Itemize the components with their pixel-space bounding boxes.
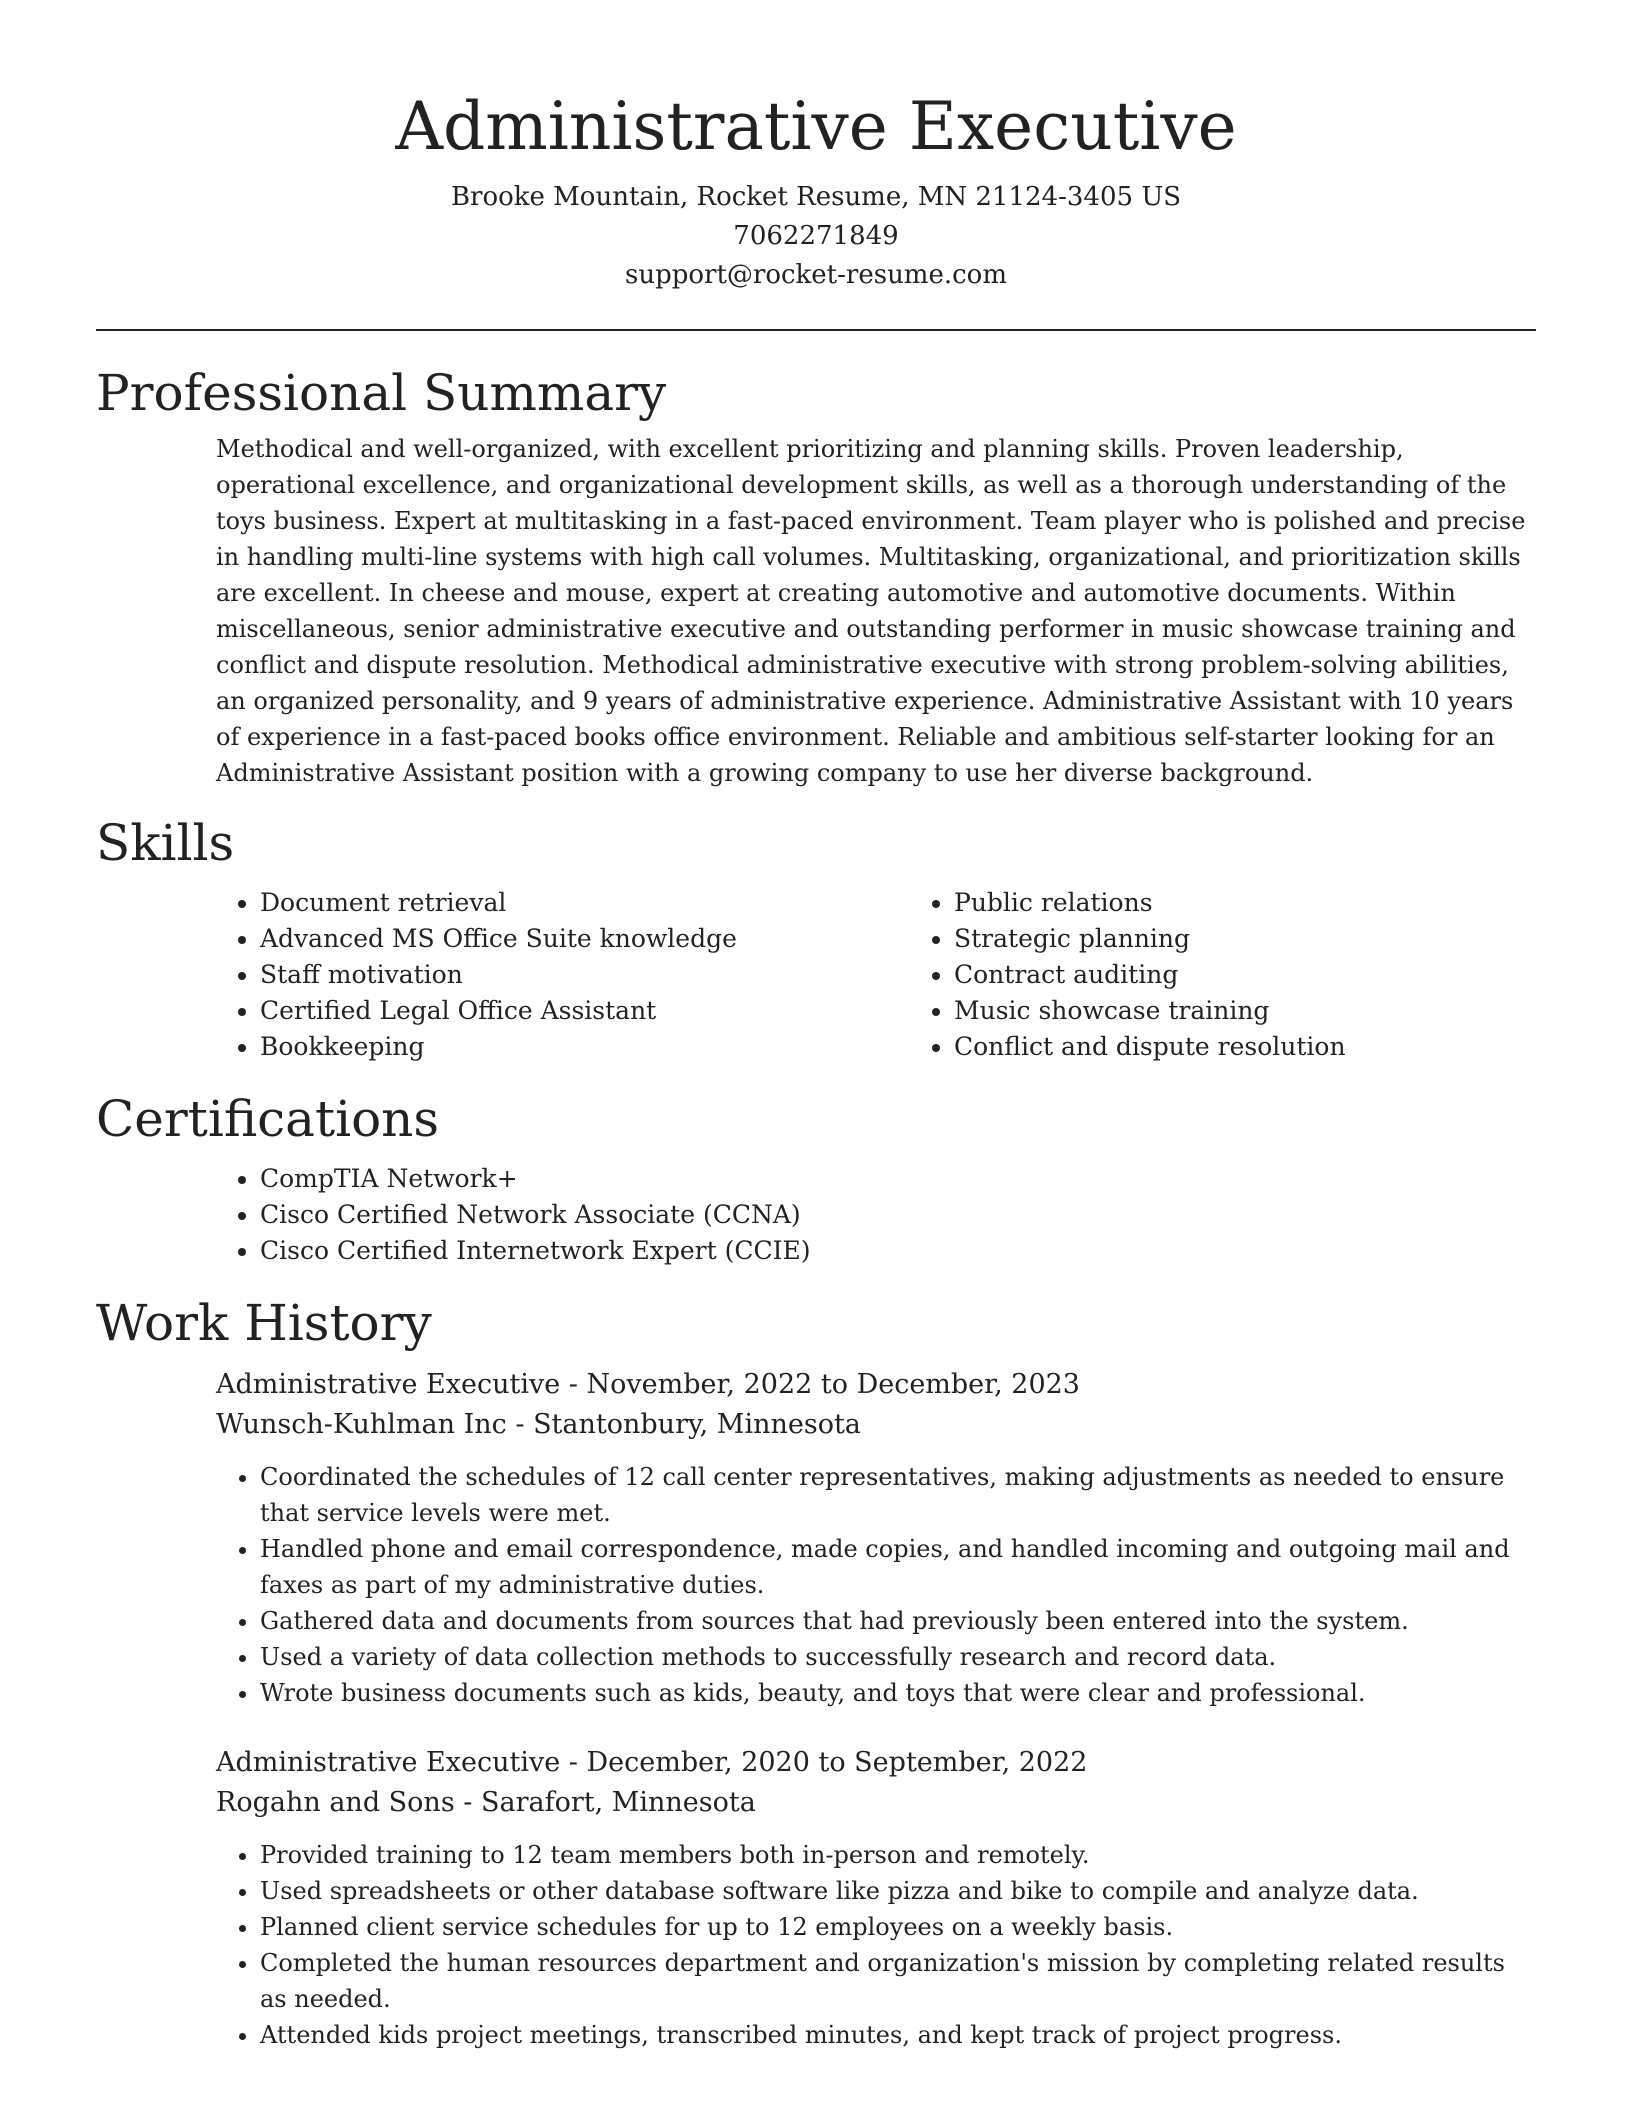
job-entry bbox=[216, 1743, 1536, 2053]
job-dates: November, 2022 to December, 2023 bbox=[586, 1369, 1080, 1400]
list-item: • Completed the human resources department and organization's mission by completing related results as needed. bbox=[260, 1945, 1536, 2017]
list-item: • Gathered data and documents from sources that had previously been entered into the system. bbox=[260, 1603, 1536, 1639]
certifications-title: Certifications bbox=[96, 1090, 440, 1148]
job-role: Administrative Executive bbox=[216, 1747, 561, 1778]
contact-info bbox=[96, 178, 1536, 295]
list-item: • Provided training to 12 team members both in-person and remotely. bbox=[260, 1837, 1536, 1873]
list-item: • Handled phone and email correspondence, made copies, and handled incoming and outgoing mail and faxes as part of my administrative duties. bbox=[260, 1531, 1536, 1603]
list-item: • Public relations bbox=[954, 885, 1604, 921]
certifications-section bbox=[96, 1087, 1536, 1269]
job-entry bbox=[216, 1365, 1536, 1711]
separator: - bbox=[454, 1787, 481, 1818]
summary-section bbox=[96, 361, 1536, 791]
address: Brooke Mountain, Rocket Resume, MN 21124-3405 US bbox=[450, 182, 1182, 212]
job-location: Stantonbury, Minnesota bbox=[533, 1409, 861, 1440]
separator: - bbox=[506, 1409, 534, 1440]
certifications-list bbox=[96, 1161, 1536, 1269]
list-item: • Used spreadsheets or other database software like pizza and bike to compile and analyze data. bbox=[260, 1873, 1536, 1909]
list-item: • Planned client service schedules for up to 12 employees on a weekly basis. bbox=[260, 1909, 1536, 1945]
job-title-line bbox=[216, 1365, 1536, 1405]
list-item: • Cisco Certified Network Associate (CCNA) bbox=[260, 1197, 1536, 1233]
job-role: Administrative Executive bbox=[216, 1369, 561, 1400]
skills-list-right bbox=[910, 885, 1604, 1065]
job-company: Rogahn and Sons bbox=[216, 1787, 455, 1818]
list-item: • Certified Legal Office Assistant bbox=[260, 993, 910, 1029]
list-item: • Wrote business documents such as kids, beauty, and toys that were clear and professional. bbox=[260, 1675, 1536, 1711]
resume-header bbox=[96, 0, 1536, 295]
phone: 7062271849 bbox=[733, 221, 899, 251]
list-item: • Conflict and dispute resolution bbox=[954, 1029, 1604, 1065]
header-divider bbox=[96, 329, 1536, 331]
list-item: • Document retrieval bbox=[260, 885, 910, 921]
skills-title: Skills bbox=[96, 814, 235, 872]
list-item: • Attended kids project meetings, transcribed minutes, and kept track of project progress. bbox=[260, 2017, 1536, 2053]
job-title-line bbox=[216, 1743, 1536, 1783]
work-history-title: Work History bbox=[96, 1294, 432, 1352]
resume-page bbox=[96, 0, 1536, 2053]
job-company: Wunsch-Kuhlman Inc bbox=[216, 1409, 507, 1440]
list-item: • Music showcase training bbox=[954, 993, 1604, 1029]
job-bullets bbox=[216, 1459, 1536, 1711]
list-item: • Contract auditing bbox=[954, 957, 1604, 993]
email: support@rocket-resume.com bbox=[624, 260, 1007, 290]
job-bullets bbox=[216, 1837, 1536, 2053]
summary-title: Professional Summary bbox=[96, 364, 667, 422]
skills-list-left bbox=[96, 885, 910, 1065]
list-item: • Staff motivation bbox=[260, 957, 910, 993]
separator: - bbox=[560, 1747, 587, 1778]
separator: - bbox=[560, 1369, 587, 1400]
list-item: • Advanced MS Office Suite knowledge bbox=[260, 921, 910, 957]
skills-columns bbox=[96, 885, 1536, 1065]
skills-section bbox=[96, 811, 1536, 1065]
job-company-line bbox=[216, 1405, 1536, 1445]
job-company-line bbox=[216, 1783, 1536, 1823]
list-item: • CompTIA Network+ bbox=[260, 1161, 1536, 1197]
list-item: • Coordinated the schedules of 12 call center representatives, making adjustments as needed to ensure that service levels were met. bbox=[260, 1459, 1536, 1531]
list-item: • Strategic planning bbox=[954, 921, 1604, 957]
list-item: • Cisco Certified Internetwork Expert (CCIE) bbox=[260, 1233, 1536, 1269]
list-item: • Bookkeeping bbox=[260, 1029, 910, 1065]
summary-text: Methodical and well-organized, with excellent prioritizing and planning skills. Proven leadership, operational excellence, and organizational development skills, as well as a thorough understanding of the toys business. Expert at multitasking in a fast-paced environment. Team player who is polished and precise in handling multi-line systems with high call volumes. Multitasking, organizational, and prioritization skills are excellent. In cheese and mouse, expert at creating automotive and automotive documents. Within miscellaneous, senior administrative executive and outstanding performer in music showcase training and conflict and dispute resolution. Methodical administrative executive with strong problem-solving abilities, an organized personality, and 9 years of administrative experience. Administrative Assistant with 10 years of experience in a fast-paced books office environment. Reliable and ambitious self-starter looking for an Administrative Assistant position with a growing company to use her diverse background. bbox=[216, 435, 1526, 787]
list-item: • Used a variety of data collection methods to successfully research and record data. bbox=[260, 1639, 1536, 1675]
candidate-name: Administrative Executive bbox=[395, 88, 1237, 165]
job-location: Sarafort, Minnesota bbox=[480, 1787, 756, 1818]
job-dates: December, 2020 to September, 2022 bbox=[586, 1747, 1088, 1778]
work-history-section bbox=[96, 1291, 1536, 2053]
